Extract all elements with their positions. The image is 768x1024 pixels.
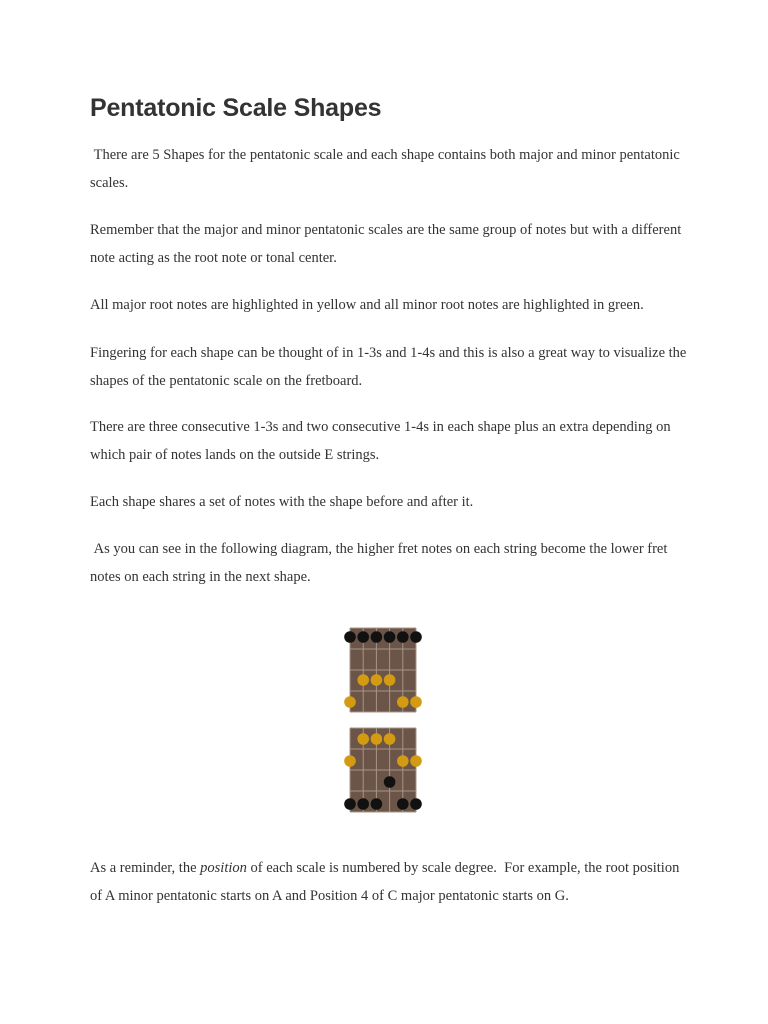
root-note-dot <box>344 696 356 708</box>
remember-paragraph: Remember that the major and minor pentatonic scales are the same group of notes but with a different note acting as the root note or tonal center. <box>90 222 685 266</box>
scale-note-dot <box>344 631 356 643</box>
scale-note-dot <box>410 798 422 810</box>
scale-note-dot <box>384 631 396 643</box>
scale-note-dot <box>344 798 356 810</box>
root-note-dot <box>344 755 356 767</box>
shares-notes-paragraph: Each shape shares a set of notes with the shape before and after it. <box>90 494 474 510</box>
root-note-dot <box>397 696 409 708</box>
reminder-paragraph <box>90 854 690 910</box>
intro-paragraph: There are 5 Shapes for the pentatonic scale and each shape contains both major and minor pentatonic scales. <box>90 147 684 191</box>
reminder-text-start: As a reminder, the <box>90 860 201 876</box>
scale-note-dot <box>371 631 383 643</box>
reminder-text-end: of each scale is numbered by scale degree. For example, the root position of A minor pentatonic starts on A and Position 4 of C major pentatonic starts on G. <box>90 860 683 904</box>
root-note-dot <box>384 733 396 745</box>
diagram-intro-paragraph: As you can see in the following diagram, the higher fret notes on each string become the lower fret notes on each string in the next shape. <box>90 541 672 585</box>
scale-note-dot <box>384 776 396 788</box>
consecutive-paragraph: There are three consecutive 1-3s and two consecutive 1-4s in each shape plus an extra depending on which pair of notes lands on the outside E strings. <box>90 419 675 463</box>
root-notes-paragraph: All major root notes are highlighted in yellow and all minor root notes are highlighted in green. <box>90 297 644 313</box>
scale-note-dot <box>397 631 409 643</box>
reminder-emphasis: position <box>200 860 247 876</box>
page-title: Pentatonic Scale Shapes <box>90 94 382 122</box>
root-note-dot <box>384 674 396 686</box>
fretboard-diagrams-svg <box>338 620 430 820</box>
scale-note-dot <box>357 798 369 810</box>
scale-note-dot <box>410 631 422 643</box>
root-note-dot <box>410 755 422 767</box>
root-note-dot <box>371 733 383 745</box>
root-note-dot <box>357 674 369 686</box>
scale-note-dot <box>371 798 383 810</box>
root-note-dot <box>410 696 422 708</box>
root-note-dot <box>357 733 369 745</box>
fretboard-diagrams <box>338 620 430 820</box>
scale-note-dot <box>357 631 369 643</box>
root-note-dot <box>397 755 409 767</box>
root-note-dot <box>371 674 383 686</box>
fingering-paragraph: Fingering for each shape can be thought of in 1-3s and 1-4s and this is also a great way to visualize the shapes of the pentatonic scale on the fretboard. <box>90 345 690 389</box>
scale-note-dot <box>397 798 409 810</box>
